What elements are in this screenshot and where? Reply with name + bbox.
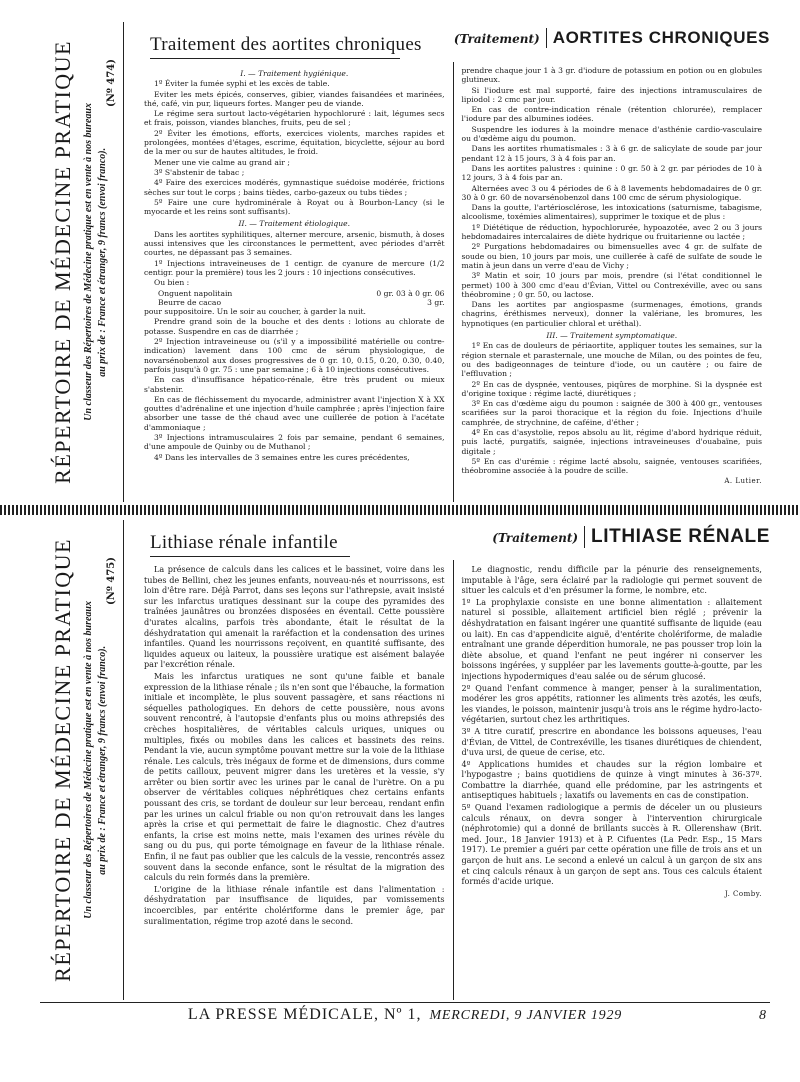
paragraph: 1º Diététique de réduction, hypochlorurée, hypoazotée, avec 2 ou 3 jours hebdomadaires intercalaires de diète hydrique ou fruitarienne ou lactée ; [461, 222, 762, 242]
repertoire-card-475 [40, 520, 770, 1000]
paragraph: En cas de fléchissement du myocarde, administrer avant l'injection X à XX gouttes d'adrénaline et une injection d'huile camphrée ; après l'injection faire absorber une tasse de thé chaud avec une cuillerée de potion à l'acétate d'ammoniaque ; [144, 394, 445, 432]
paragraph: 1º En cas de douleurs de périaortite, appliquer toutes les semaines, sur la région sternale et parasternale, une mouche de Milan, ou des pointes de feu, ou des badigeonnages de teinture d'iode, ou un cautère ; ou faire de l'effluvation ; [461, 341, 762, 379]
paragraph: 1º Éviter la fumée syphi et les excès de table. [154, 79, 330, 89]
paragraph: 5º En cas d'urémie : régime lacté absolu, saignée, ventouses scarifiées, théobromine associée à la poudre de scille. [461, 456, 762, 476]
paragraph: L'origine de la lithiase rénale infantile est dans l'alimentation : déshydratation par insuffisance de liquides, par vomissements incoercibles, par entérite cholériforme dans le premier âge, par suralimentation, régime trop azoté dans le second. [144, 883, 445, 926]
section-heading: I. — Traitement hygiénique. [240, 69, 349, 78]
paragraph: Dans les aortites palustres : quinine : 0 gr. 50 à 2 gr. par périodes de 10 à 12 jours, 3 à 4 fois par an. [461, 163, 762, 183]
rubric-prefix: (Traitement) [492, 531, 579, 545]
sidebar-subtitle: Un classeur des Répertoires de Médecine pratique est en vente à nos bureaux au prix de : France et étranger, 9 francs (envoi franco). [83, 601, 108, 919]
rubric-label: LITHIASE RÉNALE [584, 526, 770, 548]
paragraph: La présence de calculs dans les calices et le bassinet, voire dans les tubes de Bellini, chez les jeunes enfants, nouveau-nés et nourrissons, est loin d'être rare. Déjà Parrot, dans ses leçons sur l'athrepsie, avait insisté sur les infarctus uratiques dessinant sur la coupe des pyramides des traînées jaunâtres ou bronzées disposées en éventail. Cette poussière d'urates alcalins, parfois très abondante, était le résultat de la déshydratation qui amenait la raréfaction et la condensation des urines infantiles. Quand les nourrissons reçoivent, en quantité suffisante, des liquides aqueux ou laiteux, la poussière uratique est aisément balayée par l'excrétion rénale. [144, 564, 445, 670]
paragraph: Dans les aortites syphilitiques, alterner mercure, arsenic, bismuth, à doses aussi intensives que les circonstances le permettent, avec périodes d'arrêt courtes, ne dépassant pas 3 semaines. [144, 229, 445, 258]
sidebar-title: RÉPERTOIRE DE MÉDECINE PRATIQUE [50, 538, 75, 982]
author-signature: J. Comby. [724, 889, 762, 898]
paragraph: pour suppositoire. Un le soir au coucher, à garder la nuit. [144, 307, 366, 317]
column-left [136, 560, 453, 1000]
paragraph: 2º Injection intraveineuse ou (s'il y a impossibilité matérielle ou contre-indication) lavement dans 100 cmc de sérum physiologique, de novarsénobenzol aux doses progressives de 0 gr. 10, 0.15, 0.20, 0.30, 0.40, parfois jusqu'à 0 gr. 75 : une par semaine ; 6 à 10 injections consécutives. [144, 337, 445, 374]
paragraph: 3º Injections intramusculaires 2 fois par semaine, pendant 6 semaines, d'une ampoule de Quinby ou de Muthanol ; [144, 432, 445, 452]
paragraph: 2º En cas de dyspnée, ventouses, piqûres de morphine. Si la dyspnée est d'origine toxique : régime lacté, diurétiques ; [461, 379, 762, 398]
title-underline [150, 58, 400, 59]
section-heading: II. — Traitement étiologique. [238, 219, 351, 229]
paragraph: 2º Éviter les émotions, efforts, exercices violents, marches rapides et prolongées, montées d'étages, escrime, équitation, bicyclette, séjour au bord de la mer ou sur de hautes altitudes, le froid. [144, 128, 445, 157]
paragraph: En cas de contre-indication rénale (rétention chlorurée), remplacer l'iodure par des albumines iodées. [461, 105, 762, 124]
paragraph: Le régime sera surtout lacto-végétarien hypochloruré : lait, légumes secs et frais, poisson, viandes blanches, fruits, peu de sel ; [144, 109, 445, 128]
paragraph: Si l'iodure est mal supporté, faire des injections intramusculaires de lipiodol : 2 cmc par jour. [461, 85, 762, 104]
journal-name: LA PRESSE MÉDICALE, Nº 1, [187, 1006, 422, 1023]
card-header [136, 22, 770, 60]
sidebar-title: RÉPERTOIRE DE MÉDECINE PRATIQUE [50, 40, 75, 484]
paragraph: Dans les aortites par angiospasme (surmenages, émotions, grands chagrins, éréthismes nerveux), donner la valériane, les bromures, les hypnotiques (en particulier chloral et uréthal). [461, 300, 762, 328]
paragraph: 3º A titre curatif, prescrire en abondance les boissons aqueuses, l'eau d'Évian, de Vittel, de Contrexéville, les tisanes diurétiques de chiendent, d'uva ursi, de queue de cerise, etc. [461, 725, 762, 758]
paragraph: 3º En cas d'œdème aigu du poumon : saignée de 300 à 400 gr., ventouses scarifiées sur la paroi thoracique et la région du foie. Injections d'huile camphrée, de strychnine, de caféine, d'éther ; [461, 399, 762, 427]
paragraph: Ou bien : [154, 278, 190, 288]
paragraph: Eviter les mets épicés, conserves, gibier, viandes faisandées et marinées, thé, café, vin pur, liqueurs fortes. Manger peu de viande. [144, 89, 445, 108]
prescription-line: Beurre de cacao 3 gr. [158, 297, 445, 307]
paragraph: 5º Quand l'examen radiologique a permis de déceler un ou plusieurs calculs rénaux, on devra songer à l'intervention chirurgicale (néphrotomie) qui a donné de brillants succès à R. Ollerenshaw (Brit. med. Jour., 18 Janvier 1913) et à P. Cifuentes (La Pedr. Esp., 15 Mars 1917). Le premier a guéri par cette opération une fille de trois ans et un garçon de huit ans. Le second a enlevé un calcul à un garçon de six ans et cinq calculs rénaux à un garçon de sept ans. Tous ces calculs étaient formés d'acide urique. [461, 802, 762, 887]
paragraph: 3º S'abstenir de tabac ; [154, 167, 245, 177]
card-sidebar [40, 22, 124, 502]
rubric-label: AORTITES CHRONIQUES [546, 28, 770, 48]
paragraph: Prendre grand soin de la bouche et des dents : lotions au chlorate de potasse. Suspendre en cas de diarrhée ; [144, 317, 445, 336]
paragraph: En cas d'insuffisance hépatico-rénale, être très prudent ou mieux s'abstenir. [144, 375, 445, 394]
prescription-line: Onguent napolitain 0 gr. 03 à 0 gr. 06 [158, 288, 445, 298]
paragraph: 1º Injections intraveineuses de 1 centigr. de cyanure de mercure (1/2 centigr. pour la première) tous les 2 jours : 10 injections consécutives. [144, 258, 445, 277]
paragraph: prendre chaque jour 1 à 3 gr. d'iodure de potassium en potion ou en globules glutineux. [461, 66, 762, 85]
paragraph: 4º En cas d'asystolie, repos absolu au lit, régime d'abord hydrique réduit, puis lacté, purgatifs, saignée, injections intraveineuses d'ouabaïne, puis digitale ; [461, 427, 762, 456]
paragraph: Le diagnostic, rendu difficile par la pénurie des renseignements, imputable à l'âge, sera éclairé par la radiologie qui permet souvent de situer les calculs et d'en présumer la forme, le nombre, etc. [461, 564, 762, 596]
card-number: (Nº 474) [105, 59, 117, 107]
paragraph: 4º Dans les intervalles de 3 semaines entre les cures précédentes, [154, 452, 410, 462]
card-sidebar [40, 520, 124, 1000]
rubric-prefix: (Traitement) [453, 32, 540, 46]
paragraph: Dans les aortites rhumatismales : 3 à 6 gr. de salicylate de soude par jour pendant 12 à 15 jours, 3 à 4 fois par an. [461, 144, 762, 163]
card-content [136, 22, 770, 502]
title-underline [150, 556, 350, 557]
rubric-tag [492, 526, 770, 548]
rubric-tag [454, 28, 770, 48]
page-footer [40, 1002, 770, 1024]
page-number: 8 [759, 1008, 766, 1023]
paragraph: 1º La prophylaxie consiste en une bonne alimentation : allaitement naturel si possible, allaitement artificiel bien réglé ; prévenir la déshydratation en faisant ingérer une quantité suffisante de liquide (eau ou lait). En cas d'appendicite aiguë, d'entérite cholériforme, de maladie entraînant une grande déperdition humorale, ne pas pousser trop loin la diète absolue, et quand l'enfant ne peut ingérer ni conserver les boissons ingérées, y suppléer par les lavements goutte-à-goutte, par les injections hypodermiques d'eau salée ou de sérum glucosé. [461, 596, 762, 681]
card-separator [0, 505, 800, 515]
section-heading: III. — Traitement symptomatique. [546, 331, 678, 341]
paragraph: Mais les infarctus uratiques ne sont qu'une faible et banale expression de la lithiase rénale ; ils n'en sont que l'ébauche, la formation initiale et incomplète, le plus souvent passagère, et sans réactions ni séquelles pathologiques. En dehors de cette poussière, nous avons souvent rencontré, à l'autopsie d'enfants plus ou moins athrepsiés des crèches hospitalières, de véritables calculs uriques, uniques ou multiples, fixés ou mobiles dans les calices et bassinets des reins. Pendant la vie, aucun symptôme pouvant mettre sur la voie de la lithiase rénale. Les calculs, très inégaux de forme et de dimensions, durs comme de petits cailloux, peuvent migrer dans les uretères et la vessie, s'y arrêter ou bien sortir avec les urines par le canal de l'urètre. On a pu observer de véritables coliques néphrétiques chez certains enfants poussant des cris, se tordant de douleur sur leur berceau, rendant enfin par les urines un calcul friable ou non qu'on retrouvait dans les langes après la crise et qui permettait de faire le diagnostic. Chez d'autres enfants, la crise est moins nette, mais l'examen des urines révèle du sang ou du pus, qui porte témoignage en faveur de la lithiase rénale. Enfin, il ne faut pas oublier que les calculs de la vessie, rencontrés assez souvent dans la seconde enfance, sont le résultat de la migration des calculs du rein formés dans la première. [144, 670, 445, 883]
card-content [136, 520, 770, 1000]
paragraph: 2º Purgations hebdomadaires ou bimensuelles avec 4 gr. de sulfate de soude ou bien, 10 jours par mois, une cuillerée à café de sulfate de soude le matin à jeun dans un verre d'eau de Vichy ; [461, 242, 762, 270]
paragraph: Mener une vie calme au grand air ; [154, 157, 290, 167]
article-title: Lithiase rénale infantile [150, 532, 338, 553]
repertoire-card-474 [40, 22, 770, 502]
article-title: Traitement des aortites chroniques [150, 34, 422, 55]
issue-date: MERCREDI, 9 JANVIER 1929 [429, 1008, 623, 1023]
paragraph: 4º Faire des exercices modérés, gymnastique suédoise modérée, frictions sèches sur tout le corps ; bains tièdes, carbo-gazeux ou tubs tièdes ; [144, 178, 445, 197]
paragraph: 3º Matin et soir, 10 jours par mois, prendre (si l'état conditionnel le permet) 100 à 300 cmc d'eau d'Évian, Vittel ou Contrexéville, avec ou sans théobromine ; 0 gr. 50, ou lactose. [461, 271, 762, 299]
paragraph: Alternées avec 3 ou 4 périodes de 6 à 8 lavements hebdomadaires de 0 gr. 30 à 0 gr. 60 de novarsénobenzol dans 100 cmc de sérum physiologique. [461, 183, 762, 202]
article-columns [136, 560, 770, 1000]
paragraph: Suspendre les iodures à la moindre menace d'asthénie cardio-vasculaire ou d'œdème aigu du poumon. [461, 124, 762, 144]
column-right [453, 62, 771, 502]
paragraph: Dans la goutte, l'artériosclérose, les intoxications (saturnisme, tabagisme, alcoolisme, toxémies alimentaires), supprimer le toxique et de plus : [461, 203, 762, 222]
card-number: (Nº 475) [105, 557, 117, 605]
author-signature: A. Lutier. [724, 477, 762, 486]
paragraph: 2º Quand l'enfant commence à manger, penser à la suralimentation, modérer les gros appétits, rationner les aliments très azotés, les œufs, les viandes, le poisson, maintenir jusqu'à trois ans le régime hydro-lacto-végétarien, surtout chez les arthritiques. [461, 682, 762, 725]
sidebar-subtitle: Un classeur des Répertoires de Médecine pratique est en vente à nos bureaux au prix de : France et étranger, 9 francs (envoi franco). [83, 103, 108, 421]
column-right [453, 560, 771, 1000]
card-header [136, 520, 770, 558]
article-columns [136, 62, 770, 502]
paragraph: 4º Applications humides et chaudes sur la région lombaire et l'hypogastre ; bains quotidiens de quinze à vingt minutes à 36-37º. Combattre la diarrhée, quand elle prédomine, par les astringents et antiseptiques habituels ; laxatifs ou lavements en cas de constipation. [461, 758, 762, 801]
paragraph: 5º Faire une cure hydrominérale à Royat ou à Bourbon-Lancy (si le myocarde et les reins sont suffisants). [144, 197, 445, 217]
column-left [136, 62, 453, 502]
